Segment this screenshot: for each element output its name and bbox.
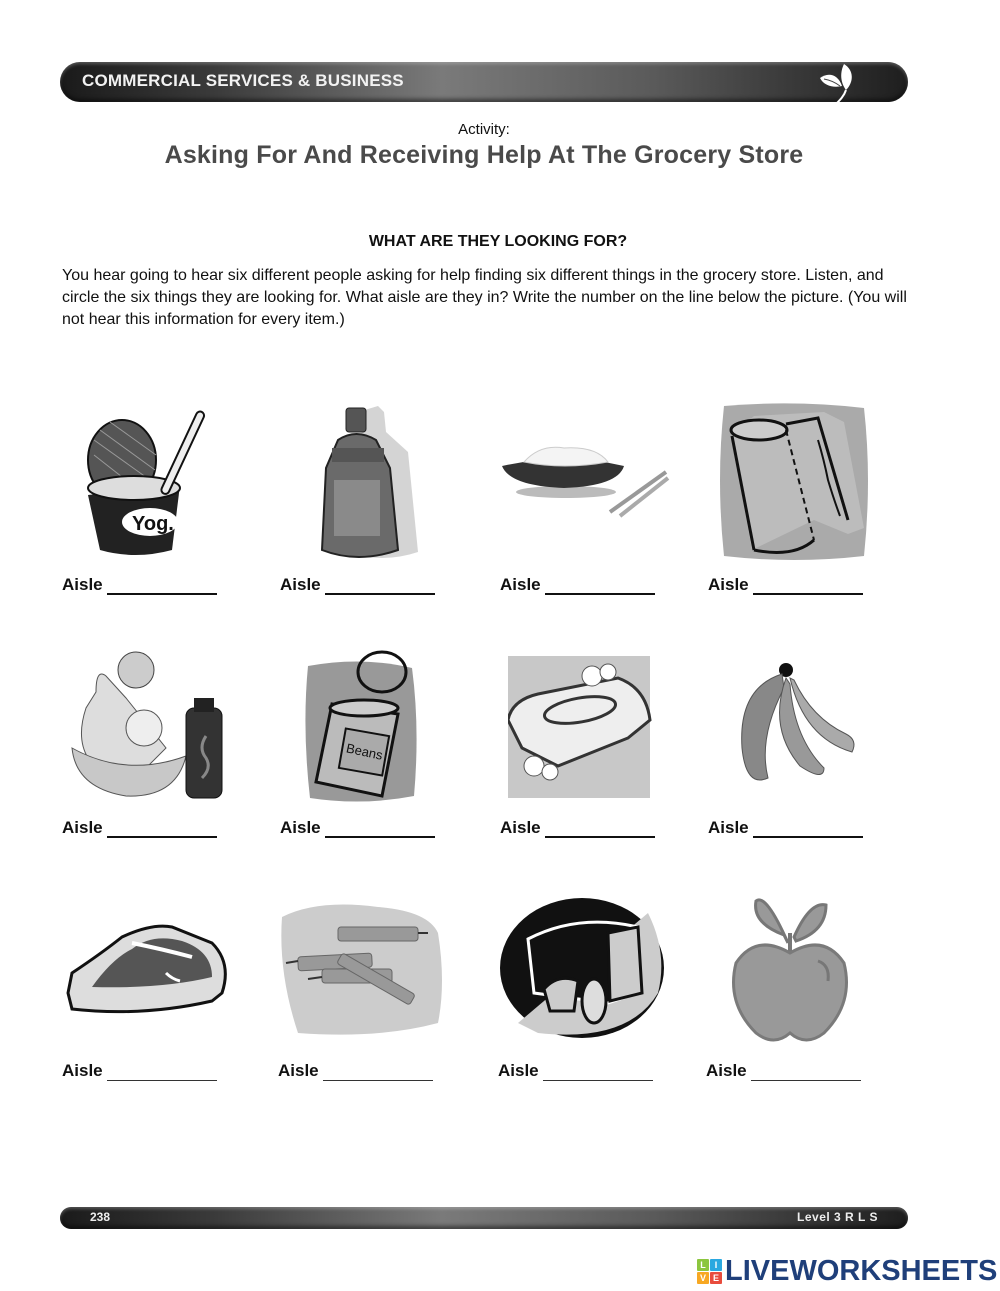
aisle-input-baby-shampoo[interactable] [107, 818, 217, 838]
aisle-input-pasta[interactable] [323, 1061, 433, 1081]
header-banner [60, 62, 908, 102]
soap-bar-icon [508, 648, 652, 798]
item-canned-beans[interactable] [280, 648, 480, 868]
item-pasta[interactable] [278, 893, 478, 1113]
live-blocks-icon: L I V E [697, 1259, 722, 1284]
aisle-input-soap[interactable] [545, 818, 655, 838]
aisle-label: Aisle [500, 575, 541, 594]
steak-icon [62, 893, 232, 1043]
item-apple[interactable] [706, 893, 906, 1113]
item-paper-towels[interactable] [708, 400, 908, 620]
baby-shampoo-icon [66, 648, 234, 808]
aisle-label: Aisle [706, 1061, 747, 1080]
aisle-input-canned-beans[interactable] [325, 818, 435, 838]
section-heading: WHAT ARE THEY LOOKING FOR? [368, 233, 628, 250]
aisle-label: Aisle [498, 1061, 539, 1080]
aisle-label: Aisle [708, 575, 749, 594]
item-steak[interactable] [62, 893, 262, 1113]
page-number: 238 [90, 1210, 111, 1224]
item-bananas[interactable] [708, 648, 908, 868]
paper-towel-roll-icon [714, 400, 874, 565]
instructions-text: You hear going to hear six different people asking for help finding six different things in the grocery store. Listen, and circle the six things they are looking for. What aisle are they in? Write the number on the line below the picture. (You will not hear this information for every item.) [62, 267, 907, 328]
bananas-icon [728, 648, 868, 798]
dish-soap-bottle-icon [310, 400, 430, 565]
item-dish-soap[interactable] [280, 400, 480, 620]
aisle-label: Aisle [280, 818, 321, 837]
aisle-label: Aisle [708, 818, 749, 837]
page-title: Asking For And Receiving Help At The Grocery Store [164, 141, 804, 169]
aisle-label: Aisle [278, 1061, 319, 1080]
aisle-label: Aisle [62, 575, 103, 594]
aisle-label: Aisle [62, 818, 103, 837]
banner-title: COMMERCIAL SERVICES & BUSINESS [82, 71, 404, 90]
aisle-input-bananas[interactable] [753, 818, 863, 838]
pasta-icon [278, 893, 446, 1043]
liveworksheets-wordmark: LIVEWORKSHEETS [725, 1255, 998, 1287]
aisle-label: Aisle [62, 1061, 103, 1080]
item-baby-shampoo[interactable] [62, 648, 262, 868]
aisle-input-dish-soap[interactable] [325, 575, 435, 595]
liveworksheets-logo [697, 1255, 997, 1288]
activity-label: Activity: [458, 121, 510, 138]
level-label: Level 3 R L S [797, 1210, 878, 1224]
aisle-input-rice[interactable] [545, 575, 655, 595]
footer-banner [60, 1207, 908, 1229]
aisle-input-paper-towels[interactable] [753, 575, 863, 595]
item-rice[interactable] [500, 400, 700, 620]
aisle-input-apple[interactable] [751, 1061, 861, 1081]
item-soap[interactable] [500, 648, 700, 868]
item-bakery[interactable] [498, 893, 698, 1113]
apple-icon [726, 893, 856, 1043]
beans-label-text: Beans [344, 740, 385, 763]
leaf-icon [814, 58, 862, 106]
yogurt-label-text: Yog. [132, 513, 174, 535]
rice-bowl-chopsticks-icon [500, 400, 670, 565]
aisle-label: Aisle [280, 575, 321, 594]
yogurt-cup-icon [80, 400, 230, 560]
item-yogurt[interactable] [62, 400, 262, 620]
beans-can-icon [302, 648, 420, 808]
aisle-input-steak[interactable] [107, 1061, 217, 1081]
aisle-input-bakery[interactable] [543, 1061, 653, 1081]
aisle-input-yogurt[interactable] [107, 575, 217, 595]
aisle-label: Aisle [500, 818, 541, 837]
bakery-bread-icon [498, 893, 668, 1043]
